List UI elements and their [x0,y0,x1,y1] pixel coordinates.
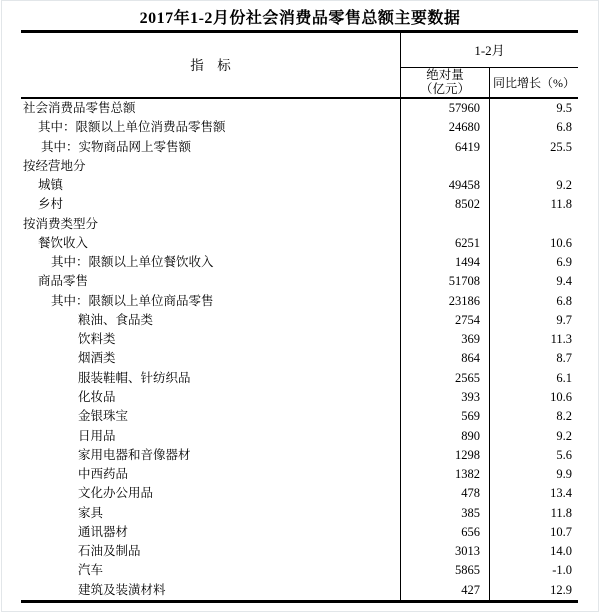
row-yoy-value: 6.8 [556,293,572,308]
table-row [21,272,578,291]
row-absolute-value: 1298 [455,447,480,462]
table-row [21,118,578,137]
row-label: 文化办公用品 [78,486,154,501]
row-label: 商品零售 [38,274,89,289]
row-yoy-value: 9.2 [556,178,572,193]
row-absolute-value: 393 [461,389,480,404]
row-yoy-value: 9.4 [556,274,572,289]
row-label: 其中：限额以上单位商品零售 [51,293,214,308]
row-yoy-value: 10.6 [550,389,572,404]
table-row [21,330,578,349]
row-yoy-value: 5.6 [556,447,572,462]
row-absolute-value: 427 [461,582,480,597]
table-row [21,157,578,176]
row-absolute-value: 6419 [455,139,480,154]
row-label: 汽车 [78,563,104,578]
row-label: 其中：限额以上单位餐饮收入 [51,255,214,270]
row-label: 服装鞋帽、针纺织品 [78,370,191,385]
table-row [21,311,578,330]
header-absolute-amount [401,68,489,96]
table-row [21,369,578,388]
row-label: 饮料类 [78,332,116,347]
row-absolute-value: 656 [461,524,480,539]
row-absolute-value: 23186 [448,293,480,308]
row-absolute-value: 49458 [448,178,480,193]
row-absolute-value: 8502 [455,197,480,212]
table-row [21,195,578,214]
row-label: 粮油、食品类 [78,312,154,327]
row-absolute-value: 51708 [448,274,480,289]
table-row [21,407,578,426]
row-yoy-value: 13.4 [550,486,572,501]
row-label: 其中：实物商品网上零售额 [41,139,192,154]
row-label: 中西药品 [78,467,129,482]
table-row [21,388,578,407]
row-label: 通讯器材 [78,524,129,539]
row-yoy-value: 11.8 [550,197,572,212]
row-absolute-value: 864 [461,351,480,366]
row-label: 家具 [78,505,104,520]
row-yoy-value: 6.8 [556,120,572,135]
row-label: 化妆品 [78,389,116,404]
row-yoy-value: -1.0 [552,563,572,578]
table-row [21,427,578,446]
table-row [21,176,578,195]
row-yoy-value: 8.7 [556,351,572,366]
row-absolute-value: 1382 [455,467,480,482]
row-yoy-value: 14.0 [550,544,572,559]
row-label: 餐饮收入 [38,235,89,250]
table-row [21,292,578,311]
row-yoy-value: 12.9 [550,582,572,597]
header-absolute-amount-line1: 绝对量 [426,68,464,82]
row-yoy-value: 11.8 [550,505,572,520]
header-period: 1-2月 [474,43,505,58]
row-label: 按消费类型分 [23,216,99,231]
table-row [21,542,578,561]
row-absolute-value: 478 [461,486,480,501]
header-yoy-growth: 同比增长（%） [493,75,575,90]
table-body [21,99,578,600]
header-indicator: 指 标 [190,58,231,73]
table-row [21,504,578,523]
table-row [21,138,578,157]
row-yoy-value [489,157,578,176]
table-row [21,484,578,503]
row-absolute-value: 3013 [455,544,480,559]
table-row [21,234,578,253]
row-label: 城镇 [38,178,64,193]
table-title: 2017年1-2月份社会消费品零售总额主要数据 [139,10,461,27]
row-label: 按经营地分 [23,158,86,173]
row-absolute-value: 57960 [448,101,480,115]
row-yoy-value: 10.6 [550,235,572,250]
row-yoy-value: 10.7 [550,524,572,539]
row-label: 金银珠宝 [78,409,129,424]
row-absolute-value: 2565 [455,370,480,385]
row-yoy-value: 8.2 [556,409,572,424]
table-row [21,561,578,580]
table-row [21,253,578,272]
table-row [21,523,578,542]
row-yoy-value: 9.2 [556,428,572,443]
row-label: 建筑及装潢材料 [78,582,166,597]
table-row [21,349,578,368]
header-absolute-amount-unit: （亿元） [419,82,470,96]
row-label: 其中：限额以上单位消费品零售额 [38,120,226,135]
row-absolute-value: 5865 [455,563,480,578]
row-label: 烟酒类 [78,351,116,366]
row-yoy-value: 9.9 [556,467,572,482]
row-absolute-value: 24680 [448,120,480,135]
row-yoy-value: 6.9 [556,255,572,270]
row-absolute-value: 890 [461,428,480,443]
row-absolute-value: 569 [461,409,480,424]
table-border-bottom [21,600,578,603]
row-label: 石油及制品 [78,544,141,559]
row-label: 社会消费品零售总额 [23,101,136,115]
row-label: 乡村 [38,197,64,212]
row-absolute-value: 1494 [455,255,480,270]
row-yoy-value [489,215,578,234]
row-yoy-value: 9.5 [556,101,572,115]
row-absolute-value: 369 [461,332,480,347]
row-absolute-value: 6251 [455,235,480,250]
row-absolute-value: 2754 [455,312,480,327]
row-yoy-value: 9.7 [556,312,572,327]
table-row [21,465,578,484]
row-label: 家用电器和音像器材 [78,447,191,462]
row-yoy-value: 11.3 [550,332,572,347]
row-label: 日用品 [78,428,116,443]
row-absolute-value [400,157,489,176]
row-absolute-value: 385 [461,505,480,520]
row-yoy-value: 25.5 [550,139,572,154]
table-row [21,581,578,600]
table-row [21,215,578,234]
row-yoy-value: 6.1 [556,370,572,385]
row-absolute-value [400,215,489,234]
table-row [21,446,578,465]
table-row [21,99,578,118]
